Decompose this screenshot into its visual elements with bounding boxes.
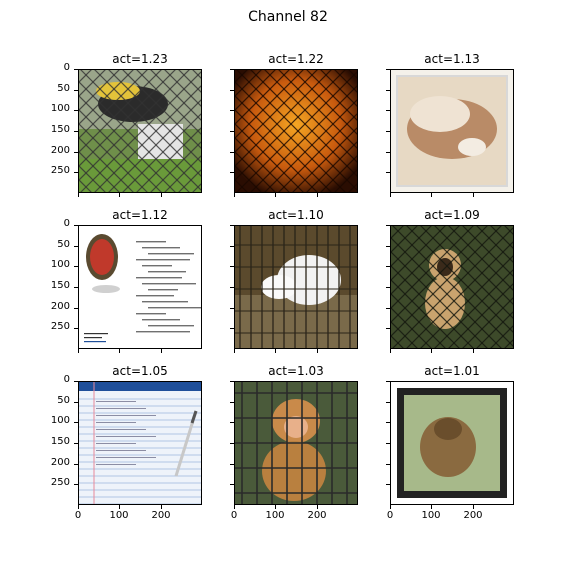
y-tick-mark bbox=[74, 328, 78, 329]
y-tick-label: 0 bbox=[63, 62, 70, 73]
y-tick-mark bbox=[230, 152, 234, 153]
image-panel-gibbon-behind-fence bbox=[390, 225, 514, 349]
y-tick-mark bbox=[230, 90, 234, 91]
x-tick-mark bbox=[119, 193, 120, 197]
y-tick-mark bbox=[74, 402, 78, 403]
y-tick-mark bbox=[230, 464, 234, 465]
y-tick-label: 200 bbox=[50, 145, 70, 156]
y-tick-label: 150 bbox=[50, 436, 70, 447]
image-panel-fire-behind-fence bbox=[234, 69, 358, 193]
y-tick-mark bbox=[74, 110, 78, 111]
image-panel-lined-paper-with-pen bbox=[78, 381, 202, 505]
y-tick-mark bbox=[386, 402, 390, 403]
panel-image bbox=[235, 226, 357, 348]
y-tick-label: 50 bbox=[57, 395, 70, 406]
x-tick-mark bbox=[234, 505, 235, 509]
y-tick-mark bbox=[386, 422, 390, 423]
y-tick-mark bbox=[386, 246, 390, 247]
image-panel-document-page bbox=[78, 225, 202, 349]
image-panel-hornbill-bird-behind-fence bbox=[78, 69, 202, 193]
y-tick-mark bbox=[230, 381, 234, 382]
y-tick-mark bbox=[230, 402, 234, 403]
image-panel-groundhog-framed-photo bbox=[390, 381, 514, 505]
y-tick-mark bbox=[386, 484, 390, 485]
y-tick-mark bbox=[386, 464, 390, 465]
panel-title: act=1.03 bbox=[268, 364, 324, 378]
y-tick-mark bbox=[230, 246, 234, 247]
y-tick-mark bbox=[74, 266, 78, 267]
image-panel-monkey-in-cage bbox=[234, 381, 358, 505]
x-tick-mark bbox=[275, 505, 276, 509]
x-tick-mark bbox=[161, 349, 162, 353]
panel-image bbox=[79, 226, 201, 348]
x-tick-mark bbox=[431, 505, 432, 509]
x-tick-mark bbox=[119, 349, 120, 353]
panel-image bbox=[391, 70, 513, 192]
y-tick-mark bbox=[386, 110, 390, 111]
y-tick-mark bbox=[230, 172, 234, 173]
x-tick-label: 100 bbox=[109, 510, 129, 521]
y-tick-mark bbox=[230, 287, 234, 288]
panel-title: act=1.10 bbox=[268, 208, 324, 222]
y-tick-mark bbox=[230, 443, 234, 444]
y-tick-label: 0 bbox=[63, 374, 70, 385]
y-tick-mark bbox=[230, 266, 234, 267]
y-tick-label: 150 bbox=[50, 280, 70, 291]
y-tick-label: 100 bbox=[50, 103, 70, 114]
x-tick-label: 200 bbox=[307, 510, 327, 521]
x-tick-mark bbox=[317, 505, 318, 509]
y-tick-mark bbox=[386, 266, 390, 267]
y-tick-mark bbox=[74, 422, 78, 423]
y-tick-mark bbox=[386, 308, 390, 309]
x-tick-mark bbox=[234, 193, 235, 197]
x-tick-label: 200 bbox=[151, 510, 171, 521]
y-tick-mark bbox=[386, 172, 390, 173]
y-tick-mark bbox=[386, 152, 390, 153]
y-tick-mark bbox=[386, 90, 390, 91]
panel-image bbox=[391, 226, 513, 348]
x-tick-mark bbox=[161, 193, 162, 197]
x-tick-label: 100 bbox=[265, 510, 285, 521]
y-tick-mark bbox=[386, 287, 390, 288]
x-tick-mark bbox=[161, 505, 162, 509]
y-tick-mark bbox=[230, 69, 234, 70]
y-tick-mark bbox=[74, 308, 78, 309]
x-tick-mark bbox=[78, 349, 79, 353]
y-tick-mark bbox=[74, 172, 78, 173]
y-tick-mark bbox=[74, 225, 78, 226]
panel-title: act=1.22 bbox=[268, 52, 324, 66]
y-tick-mark bbox=[386, 225, 390, 226]
panel-title: act=1.13 bbox=[424, 52, 480, 66]
panel-title: act=1.12 bbox=[112, 208, 168, 222]
y-tick-label: 50 bbox=[57, 239, 70, 250]
panel-image bbox=[235, 382, 357, 504]
x-tick-mark bbox=[78, 193, 79, 197]
x-tick-mark bbox=[234, 349, 235, 353]
y-tick-label: 100 bbox=[50, 415, 70, 426]
x-tick-mark bbox=[317, 193, 318, 197]
panel-image bbox=[79, 70, 201, 192]
y-tick-mark bbox=[230, 328, 234, 329]
x-tick-mark bbox=[473, 349, 474, 353]
y-tick-mark bbox=[230, 308, 234, 309]
y-tick-label: 0 bbox=[63, 218, 70, 229]
panel-image bbox=[79, 382, 201, 504]
y-tick-mark bbox=[74, 152, 78, 153]
y-tick-mark bbox=[230, 422, 234, 423]
x-tick-label: 100 bbox=[421, 510, 441, 521]
x-tick-mark bbox=[473, 193, 474, 197]
y-tick-mark bbox=[74, 443, 78, 444]
x-tick-label: 0 bbox=[74, 510, 82, 521]
x-tick-label: 200 bbox=[463, 510, 483, 521]
y-tick-mark bbox=[74, 90, 78, 91]
y-tick-mark bbox=[74, 246, 78, 247]
y-tick-label: 200 bbox=[50, 457, 70, 468]
y-tick-mark bbox=[386, 381, 390, 382]
panel-image bbox=[391, 382, 513, 504]
y-tick-label: 50 bbox=[57, 83, 70, 94]
x-tick-mark bbox=[390, 193, 391, 197]
y-tick-mark bbox=[230, 110, 234, 111]
y-tick-label: 250 bbox=[50, 477, 70, 488]
y-tick-mark bbox=[74, 69, 78, 70]
x-tick-label: 0 bbox=[386, 510, 394, 521]
x-tick-mark bbox=[390, 505, 391, 509]
x-tick-mark bbox=[431, 193, 432, 197]
x-tick-mark bbox=[119, 505, 120, 509]
y-tick-mark bbox=[386, 328, 390, 329]
x-tick-mark bbox=[317, 349, 318, 353]
x-tick-mark bbox=[431, 349, 432, 353]
y-tick-mark bbox=[386, 443, 390, 444]
x-tick-mark bbox=[275, 193, 276, 197]
y-tick-mark bbox=[230, 225, 234, 226]
panel-title: act=1.23 bbox=[112, 52, 168, 66]
y-tick-mark bbox=[74, 484, 78, 485]
x-tick-mark bbox=[473, 505, 474, 509]
y-tick-label: 200 bbox=[50, 301, 70, 312]
y-tick-mark bbox=[230, 131, 234, 132]
x-tick-label: 0 bbox=[230, 510, 238, 521]
y-tick-mark bbox=[74, 464, 78, 465]
y-tick-mark bbox=[386, 131, 390, 132]
figure-title: Channel 82 bbox=[248, 9, 328, 25]
y-tick-label: 100 bbox=[50, 259, 70, 270]
x-tick-mark bbox=[275, 349, 276, 353]
y-tick-mark bbox=[74, 287, 78, 288]
y-tick-label: 150 bbox=[50, 124, 70, 135]
y-tick-mark bbox=[230, 484, 234, 485]
y-tick-mark bbox=[74, 131, 78, 132]
y-tick-label: 250 bbox=[50, 165, 70, 176]
image-panel-white-rabbit-in-cage bbox=[234, 225, 358, 349]
panel-title: act=1.01 bbox=[424, 364, 480, 378]
y-tick-label: 250 bbox=[50, 321, 70, 332]
y-tick-mark bbox=[74, 381, 78, 382]
y-tick-mark bbox=[386, 69, 390, 70]
panel-image bbox=[235, 70, 357, 192]
x-tick-mark bbox=[78, 505, 79, 509]
panel-title: act=1.05 bbox=[112, 364, 168, 378]
image-panel-fluffy-dog-photo bbox=[390, 69, 514, 193]
x-tick-mark bbox=[390, 349, 391, 353]
panel-title: act=1.09 bbox=[424, 208, 480, 222]
